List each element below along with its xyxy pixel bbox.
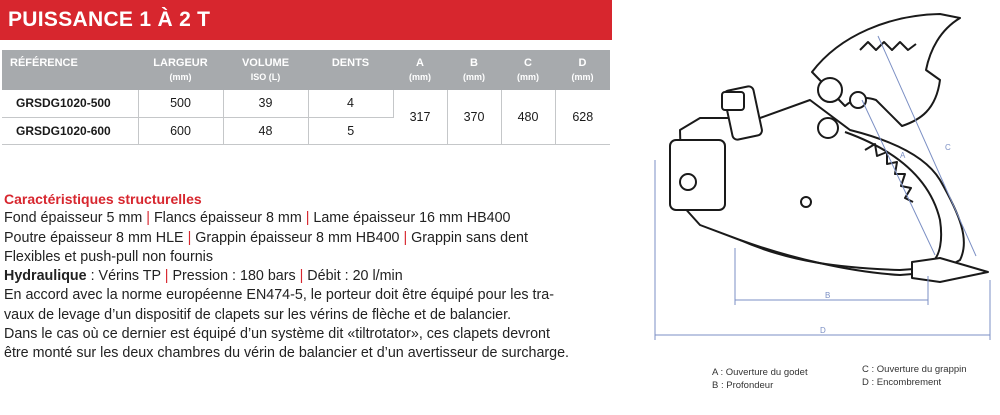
pivot-arm	[850, 92, 866, 108]
cutting-tooth	[912, 258, 988, 282]
dimension-a-label: A	[900, 151, 906, 160]
section-title: Caractéristiques structurelles	[4, 191, 202, 207]
header-volume: VOLUME ISO (L)	[223, 50, 308, 90]
pivot-top	[818, 78, 842, 102]
cell-c: 480	[501, 90, 555, 144]
cell-volume: 39	[223, 90, 308, 117]
description-text	[4, 190, 614, 364]
table-row	[2, 90, 610, 117]
dimension-b-label: B	[825, 291, 831, 300]
header-c: C (mm)	[501, 50, 555, 90]
norm-paragraph-line-2: vaux de levage d’un dispositif de clapets sur les vérins de flèche et de balancier.	[4, 306, 512, 323]
dimension-c-label: C	[945, 143, 951, 152]
dimension-d-label: D	[820, 326, 826, 335]
cell-dents: 4	[308, 90, 393, 117]
bucket-grapple-drawing	[640, 0, 1000, 415]
legend-item-a: A : Ouverture du godet	[712, 367, 808, 378]
spec-line-2: Poutre épaisseur 8 mm HLE | Grappin épaisseur 8 mm HB400 | Grappin sans dent	[4, 229, 528, 246]
spec-table	[2, 50, 610, 145]
cell-b: 370	[447, 90, 501, 144]
tiltrotator-paragraph-line-1: Dans le cas où ce dernier est équipé d’un système dit «tiltrotator», ces clapets devront	[4, 326, 550, 343]
hydraulic-line: Hydraulique : Vérins TP | Pression : 180 bars | Débit : 20 l/min	[4, 268, 403, 285]
cell-reference: GRSDG1020-600	[2, 117, 138, 144]
tiltrotator-paragraph-line-2: être monté sur les deux chambres du vérin de balancier et d’un avertisseur de surcharge.	[4, 345, 570, 362]
legend-item-c: C : Ouverture du grappin	[862, 364, 967, 375]
pivot-bracket	[680, 174, 696, 190]
page-title: PUISSANCE 1 À 2 T	[0, 0, 612, 40]
header-dents: DENTS	[308, 50, 393, 90]
header-reference: RÉFÉRENCE	[2, 50, 138, 90]
pivot-mid	[818, 118, 838, 138]
table-header-row	[2, 50, 610, 90]
cell-d: 628	[555, 90, 610, 144]
norm-paragraph-line-1: En accord avec la norme européenne EN474-5, le porteur doit être équipé pour les tra-	[4, 287, 554, 304]
cell-reference: GRSDG1020-500	[2, 90, 138, 117]
header-b: B (mm)	[447, 50, 501, 90]
spec-line-3: Flexibles et push-pull non fournis	[4, 248, 214, 265]
cell-a: 317	[393, 90, 447, 144]
header-a: A (mm)	[393, 50, 447, 90]
cell-largeur: 500	[138, 90, 223, 117]
grapple-arm	[812, 14, 960, 126]
mounting-bracket	[670, 140, 725, 210]
hose-fitting	[722, 92, 744, 110]
pivot-small	[801, 197, 811, 207]
cell-dents: 5	[308, 117, 393, 144]
cell-largeur: 600	[138, 117, 223, 144]
header-largeur: LARGEUR (mm)	[138, 50, 223, 90]
spec-line-1: Fond épaisseur 5 mm | Flancs épaisseur 8 mm | Lame épaisseur 16 mm HB400	[4, 210, 511, 227]
legend-item-d: D : Encombrement	[862, 377, 942, 388]
cell-volume: 48	[223, 117, 308, 144]
legend-item-b: B : Profondeur	[712, 380, 774, 391]
header-d: D (mm)	[555, 50, 610, 90]
